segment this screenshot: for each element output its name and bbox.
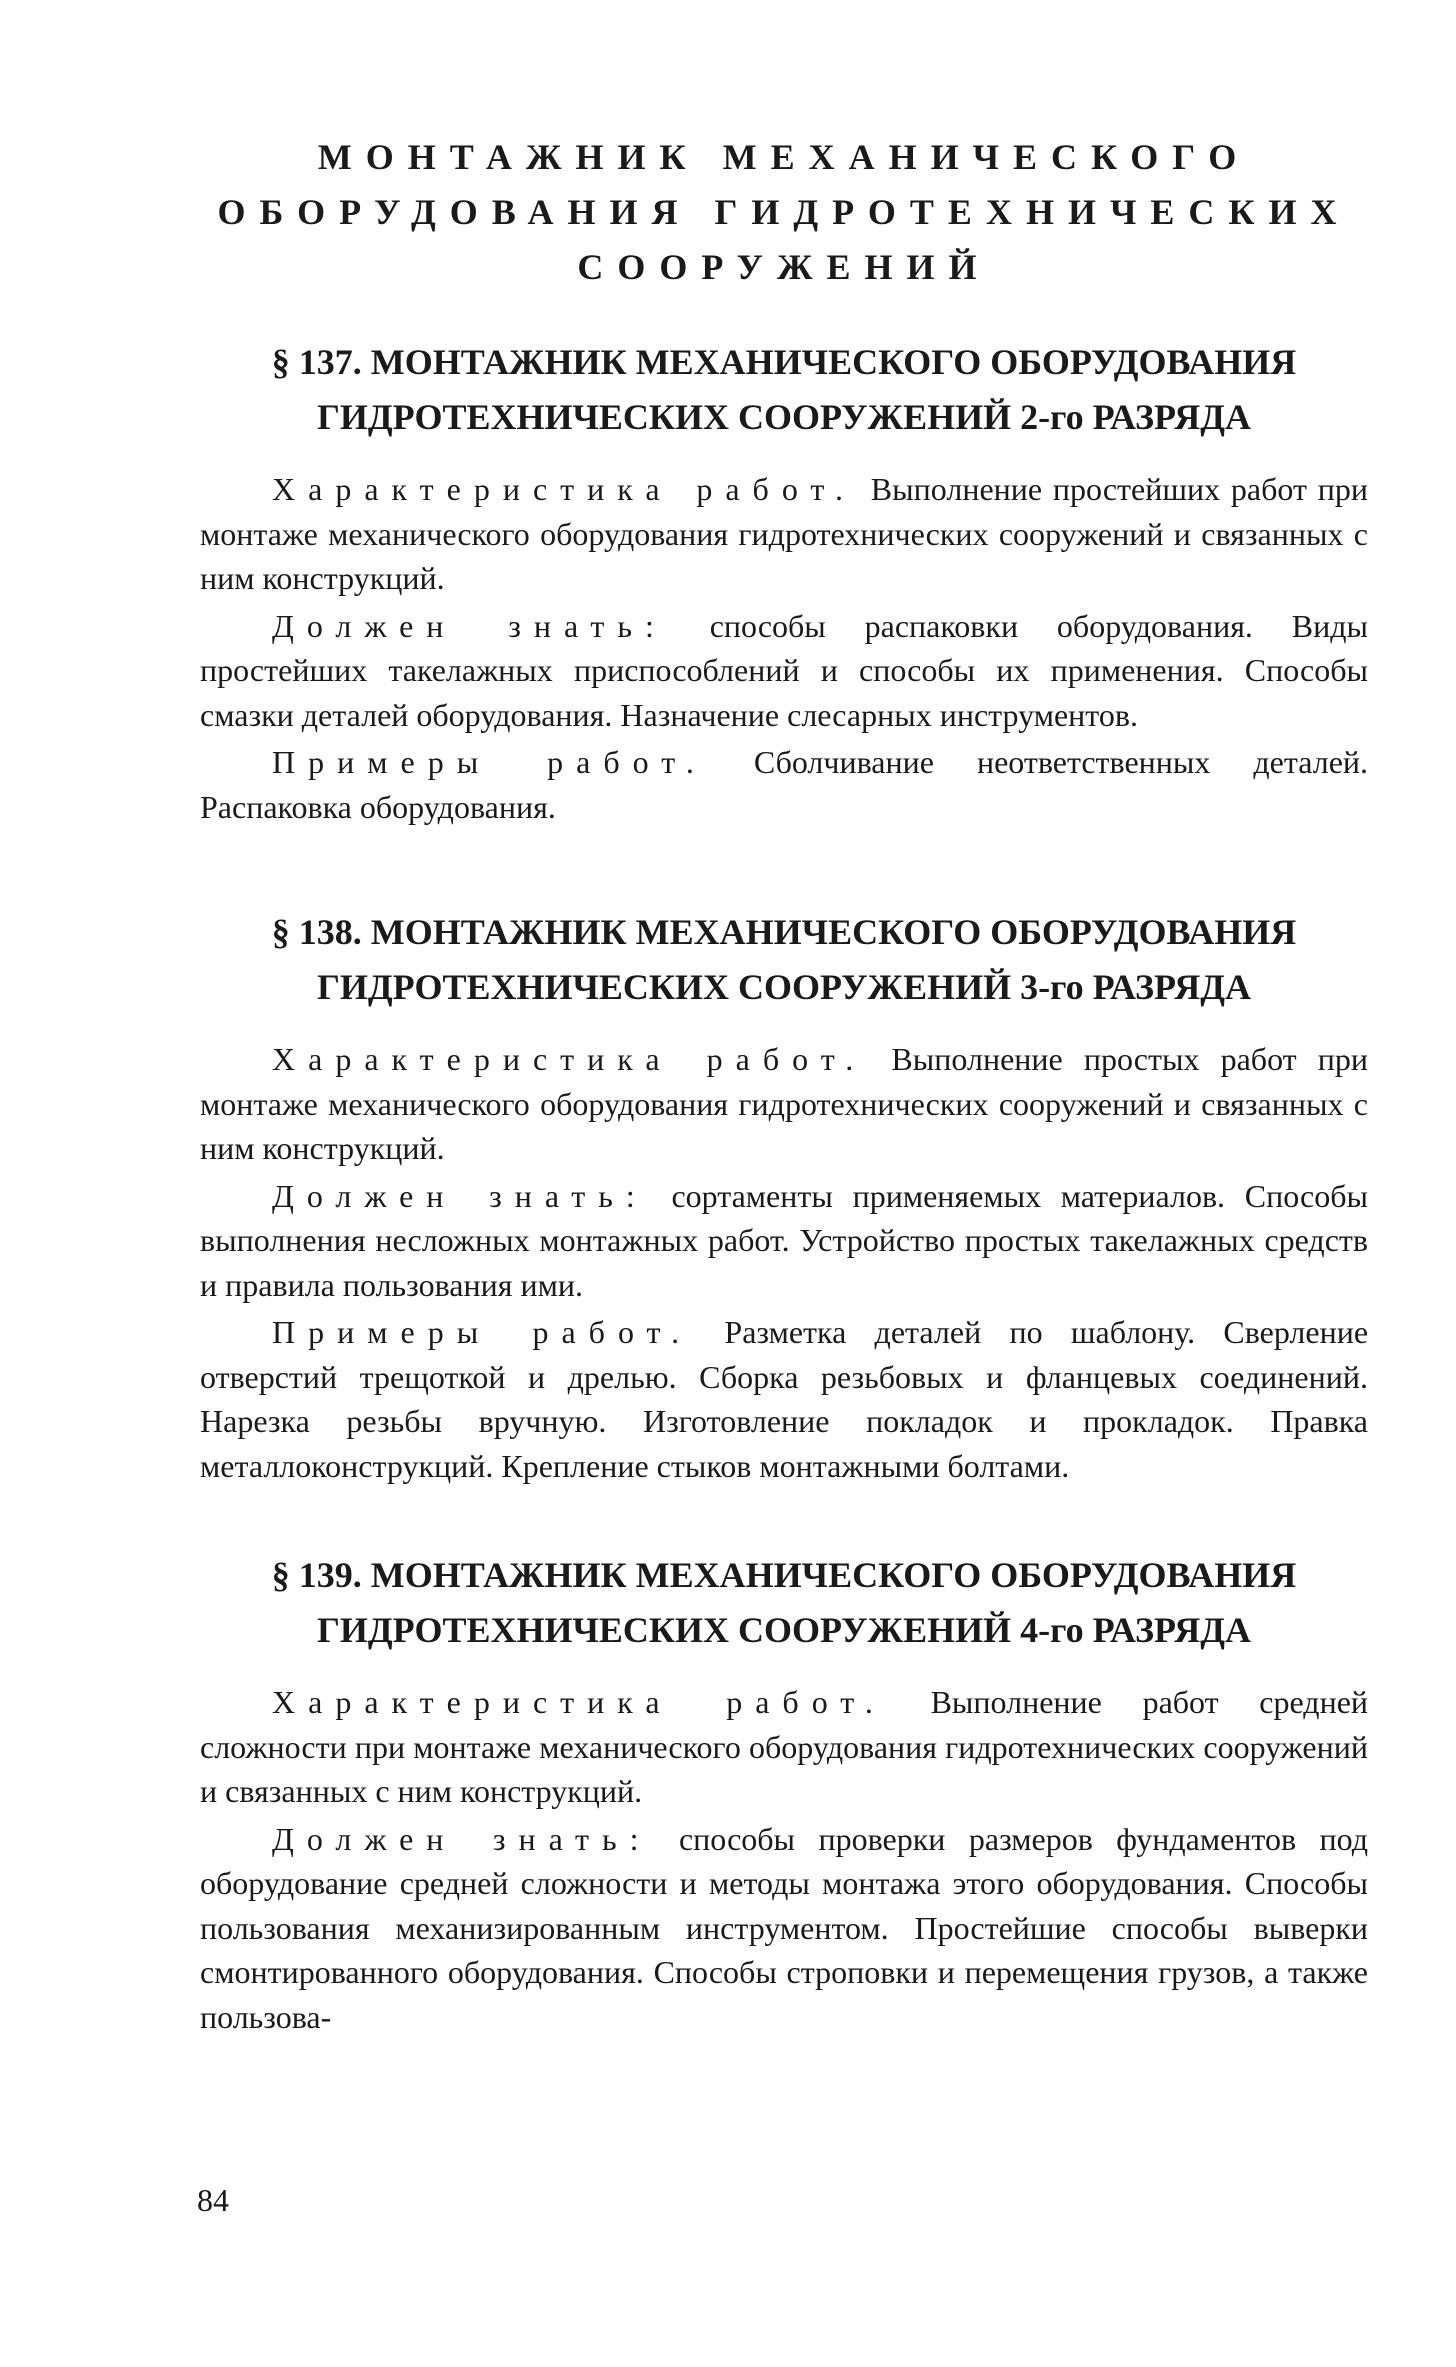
title-line: ОБОРУДОВАНИЯ ГИДРОТЕХНИЧЕСКИХ xyxy=(217,192,1351,232)
paragraph-text: Разметка деталей по шаблону. Сверление отверстий трещоткой и дрелью. Сборка резьбовых и фланцевых соединений. Нарезка резьбы вручную. Изготовление покладок и прокладок. Правка металлоконструкций. Крепление стыков монтажными болтами. xyxy=(200,1314,1369,1484)
paragraph-examples xyxy=(200,1310,1368,1488)
paragraph-text: сортаменты применяемых материалов. Способы выполнения несложных монтажных работ. Устройство простых такелажных средств и правила пользования ими. xyxy=(200,1177,1369,1303)
paragraph-text: способы распаковки оборудования. Виды простейших такелажных приспособлений и способы их применения. Способы смазки деталей оборудования. Назначение слесарных инструментов. xyxy=(200,607,1368,733)
paragraph-text: Выполнение простых работ при монтаже механического оборудования гидротехнических сооружений и связанных с ним конструкций. xyxy=(200,1041,1368,1166)
paragraph-characteristics xyxy=(200,1037,1368,1171)
paragraph-label: Должен знать: xyxy=(272,1820,652,1857)
paragraph-text: Выполнение простейших работ при монтаже механического оборудования гидротехнических сооружений и связанных с ним конструкций. xyxy=(200,471,1369,596)
section-heading-line: § 137. МОНТАЖНИК МЕХАНИЧЕСКОГО ОБОРУДОВАНИЯ xyxy=(271,342,1297,382)
section-137 xyxy=(200,335,1368,829)
paragraph-label: Должен знать: xyxy=(272,607,667,644)
paragraph-characteristics xyxy=(200,467,1368,601)
section-heading xyxy=(200,905,1368,1015)
section-heading-line: ГИДРОТЕХНИЧЕСКИХ СООРУЖЕНИЙ 3-го РАЗРЯДА xyxy=(316,967,1252,1007)
paragraph-label: Характеристика работ. xyxy=(272,1684,886,1720)
section-heading xyxy=(200,335,1368,445)
paragraph-label: Должен знать: xyxy=(272,1177,648,1214)
section-138 xyxy=(200,905,1368,1488)
paragraph-label: Характеристика работ. xyxy=(272,1041,867,1077)
paragraph-text: Выполнение работ средней сложности при монтаже механического оборудования гидротехнических сооружений и связанных с ним конструкций. xyxy=(200,1684,1369,1809)
section-heading xyxy=(200,1548,1368,1658)
paragraph-label: Примеры работ. xyxy=(272,1314,693,1350)
paragraph-must-know xyxy=(200,1817,1368,2040)
title-line: СООРУЖЕНИЙ xyxy=(577,247,991,287)
paragraph-characteristics xyxy=(200,1680,1368,1814)
section-heading-line: ГИДРОТЕХНИЧЕСКИХ СООРУЖЕНИЙ 4-го РАЗРЯДА xyxy=(316,1610,1252,1650)
document-page xyxy=(200,130,1368,2042)
section-heading-line: § 138. МОНТАЖНИК МЕХАНИЧЕСКОГО ОБОРУДОВАНИЯ xyxy=(271,912,1297,952)
page-number: 84 xyxy=(197,2182,229,2218)
page-title xyxy=(200,130,1368,295)
paragraph-label: Характеристика работ. xyxy=(272,471,856,507)
paragraph-examples xyxy=(200,740,1368,829)
section-heading-line: § 139. МОНТАЖНИК МЕХАНИЧЕСКОГО ОБОРУДОВАНИЯ xyxy=(271,1555,1297,1595)
section-heading-line: ГИДРОТЕХНИЧЕСКИХ СООРУЖЕНИЙ 2-го РАЗРЯДА xyxy=(316,397,1252,437)
paragraph-label: Примеры работ. xyxy=(272,744,707,780)
paragraph-text: Сболчивание неответственных деталей. Распаковка оборудования. xyxy=(200,744,1369,825)
title-line: МОНТАЖНИК МЕХАНИЧЕСКОГО xyxy=(317,137,1251,177)
paragraph-text: способы проверки размеров фундаментов под оборудование средней сложности и методы монтажа этого оборудования. Способы пользования механизированным инструментом. Простейшие способы выверки смонтированного оборудования. Способы строповки и перемещения грузов, а также пользова- xyxy=(200,1820,1369,2035)
section-139 xyxy=(200,1548,1368,2039)
paragraph-must-know xyxy=(200,1174,1368,1308)
paragraph-must-know xyxy=(200,604,1368,738)
